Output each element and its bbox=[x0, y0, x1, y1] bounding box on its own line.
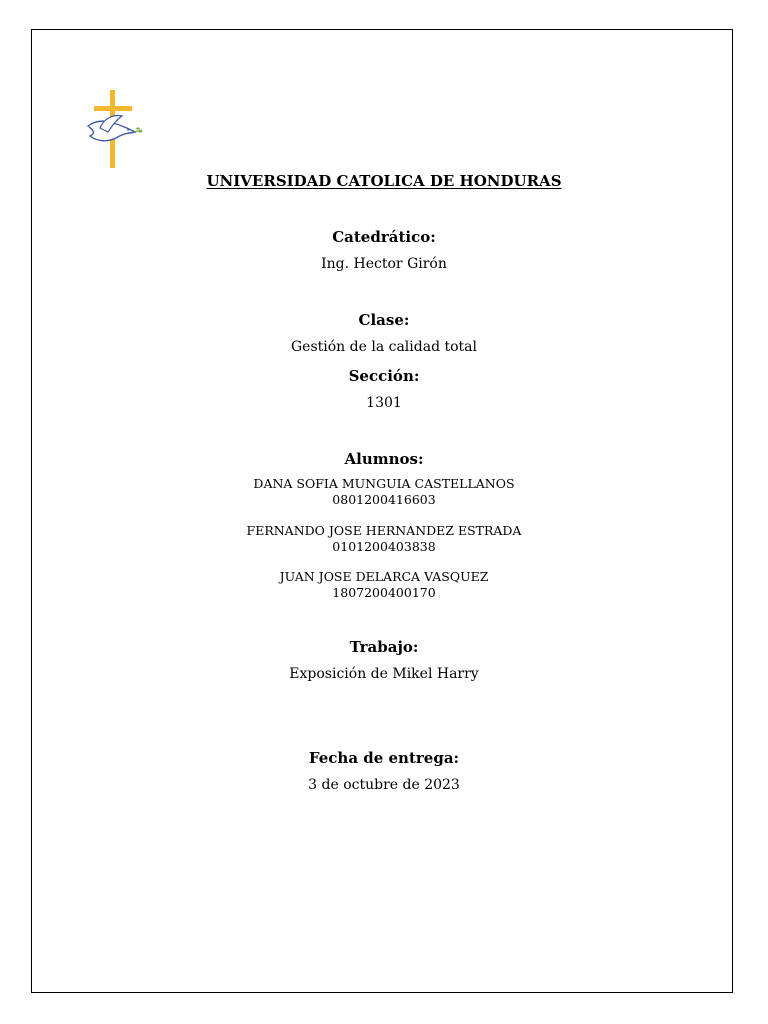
due-date-label: Fecha de entrega: bbox=[308, 749, 460, 767]
course-label: Clase: bbox=[358, 311, 410, 329]
due-date-value: 3 de octubre de 2023 bbox=[308, 777, 460, 793]
students-label: Alumnos: bbox=[344, 450, 424, 468]
university-name: UNIVERSIDAD CATOLICA DE HONDURAS bbox=[206, 172, 562, 190]
student-id: 1807200400170 bbox=[332, 585, 436, 600]
section-label: Sección: bbox=[348, 367, 420, 385]
assignment-title: Exposición de Mikel Harry bbox=[289, 666, 479, 682]
student-name: JUAN JOSE DELARCA VASQUEZ bbox=[279, 569, 489, 584]
student-id: 0801200416603 bbox=[332, 492, 436, 507]
student-id: 0101200403838 bbox=[332, 539, 436, 554]
course-name: Gestión de la calidad total bbox=[291, 339, 477, 355]
professor-label: Catedrático: bbox=[332, 228, 436, 246]
assignment-label: Trabajo: bbox=[349, 638, 419, 656]
student-name: FERNANDO JOSE HERNANDEZ ESTRADA bbox=[246, 523, 522, 538]
student-name: DANA SOFIA MUNGUIA CASTELLANOS bbox=[253, 476, 515, 491]
university-logo bbox=[66, 86, 158, 172]
cross-dove-icon bbox=[66, 86, 158, 172]
professor-name: Ing. Hector Girón bbox=[321, 256, 447, 272]
section-number: 1301 bbox=[366, 395, 402, 411]
